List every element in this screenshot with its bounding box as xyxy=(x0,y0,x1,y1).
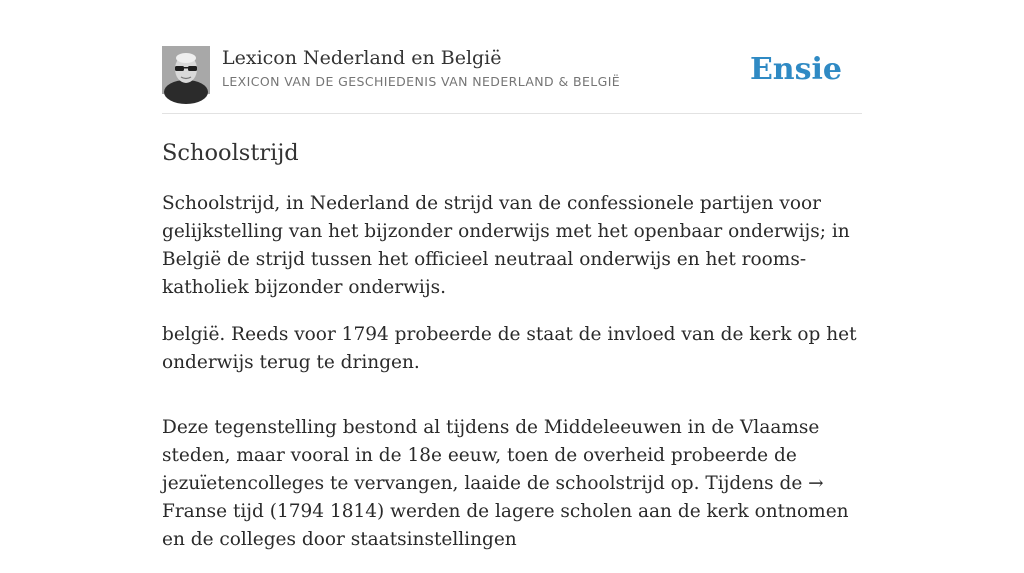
paragraph-text: (1794 1814) werden de lagere scholen aan de kerk ontnomen en de colleges door staatsinstellingen xyxy=(162,501,849,550)
article xyxy=(162,138,862,573)
avatar-portrait-icon xyxy=(162,46,210,94)
avatar[interactable] xyxy=(162,46,210,94)
franse-tijd-link[interactable]: → Franse tijd xyxy=(162,473,824,522)
article-paragraph xyxy=(162,414,862,554)
header xyxy=(162,46,862,114)
paragraph-text: Deze tegenstelling bestond al tijdens de Middeleeuwen in de Vlaamse steden, maar vooral in de 18e eeuw, toen de overheid probeerde de jezuïetencolleges te vervangen, laaide de schoolstrijd op. Tijdens de xyxy=(162,417,820,494)
article-intro-paragraph: Schoolstrijd, in Nederland de strijd van de confessionele partijen voor gelijkstelling van het bijzonder onderwijs met het openbaar onderwijs; in België de strijd tussen het officieel neutraal onderwijs en het rooms-katholiek bijzonder onderwijs. xyxy=(162,193,850,298)
lexicon-subtitle: LEXICON VAN DE GESCHIEDENIS VAN NEDERLAND & BELGIË xyxy=(222,74,621,89)
article-title: Schoolstrijd xyxy=(162,140,299,166)
article-paragraph: belgië. Reeds voor 1794 probeerde de staat de invloed van de kerk op het onderwijs terug te dringen. xyxy=(162,324,857,373)
lexicon-title[interactable]: Lexicon Nederland en België xyxy=(222,47,502,69)
ensie-logo-link[interactable]: Ensie xyxy=(749,52,842,87)
